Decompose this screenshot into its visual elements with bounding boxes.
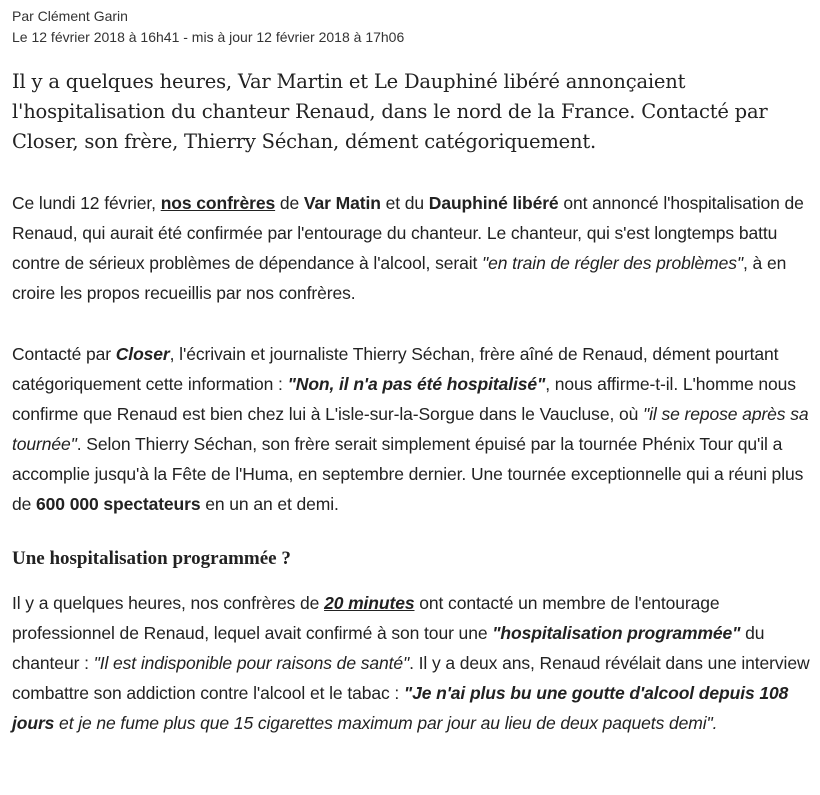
author-byline: Par Clément Garin bbox=[12, 8, 128, 24]
spectators-bold: 600 000 spectateurs bbox=[36, 494, 201, 514]
quote: ". bbox=[706, 713, 718, 733]
text: . Selon Thierry Séchan, son frère serait simplement épuisé par la tournée Phénix Tour qu'il a accomplie jusqu'à la Fête de l'Huma, en septembre dernier. Une tournée exceptionnelle qui a réuni plus de bbox=[12, 434, 804, 514]
text: , à en croire les propos recueillis par nos confrères. bbox=[12, 253, 787, 303]
text: de bbox=[275, 193, 304, 213]
text: , nous affirme-t-il. L'homme nous confirme que Renaud est bien chez lui à L'isle-sur-la-Sorgue dans le Vaucluse, où bbox=[12, 374, 796, 424]
paragraph-1 bbox=[12, 188, 812, 308]
section-title: Une hospitalisation programmée ? bbox=[12, 548, 291, 569]
text: en un an et demi. bbox=[200, 494, 339, 514]
text: , l'écrivain et journaliste Thierry Séchan, frère aîné de Renaud, dément pourtant catégoriquement cette information : bbox=[12, 344, 779, 394]
var-matin-bold: Var Matin bbox=[303, 193, 381, 213]
text: Contacté par bbox=[12, 344, 116, 364]
nos-confreres-link[interactable]: nos confrères bbox=[160, 193, 276, 213]
quote: "en train de régler des problèmes" bbox=[482, 253, 744, 273]
dauphine-libere-bold: Dauphiné libéré bbox=[428, 193, 559, 213]
quote: et je ne fume plus que 15 cigarettes maximum par jour au lieu de deux paquets demi bbox=[54, 713, 707, 733]
quote: "Je n'ai plus bu une goutte d'alcool depuis 108 jours bbox=[12, 683, 789, 733]
quote: "Non, il n'a pas été hospitalisé" bbox=[287, 374, 546, 394]
paragraph-3 bbox=[12, 588, 812, 738]
20-minutes-link[interactable]: 20 minutes bbox=[324, 593, 415, 613]
quote: "il se repose après sa tournée" bbox=[12, 404, 809, 454]
text: du chanteur : bbox=[12, 623, 765, 673]
text: Ce lundi 12 février, bbox=[12, 193, 161, 213]
text: ont annoncé l'hospitalisation de Renaud, qui aurait été confirmée par l'entourage du chanteur. Le chanteur, qui s'est longtemps battu contre de sérieux problèmes de dépendance à l'alcool, serait bbox=[12, 193, 804, 273]
article-lead: Il y a quelques heures, Var Martin et Le Dauphiné libéré annonçaient l'hospitalisation du chanteur Renaud, dans le nord de la France. Contacté par Closer, son frère, Thierry Séchan, dément catégoriquement. bbox=[12, 70, 768, 153]
text: Il y a quelques heures, nos confrères de bbox=[12, 593, 325, 613]
text: ont contacté un membre de l'entourage professionnel de Renaud, lequel avait confirmé à son tour une bbox=[12, 593, 720, 643]
closer-bold: Closer bbox=[115, 344, 170, 364]
text: . Il y a deux ans, Renaud révélait dans une interview combattre son addiction contre l'alcool et le tabac : bbox=[12, 653, 810, 703]
article bbox=[0, 6, 812, 738]
quote: "hospitalisation programmée" bbox=[492, 623, 741, 643]
text: et du bbox=[380, 193, 429, 213]
publication-date: Le 12 février 2018 à 16h41 - mis à jour 12 février 2018 à 17h06 bbox=[12, 29, 405, 45]
paragraph-2 bbox=[12, 339, 812, 519]
quote: "Il est indisponible pour raisons de santé" bbox=[93, 653, 410, 673]
